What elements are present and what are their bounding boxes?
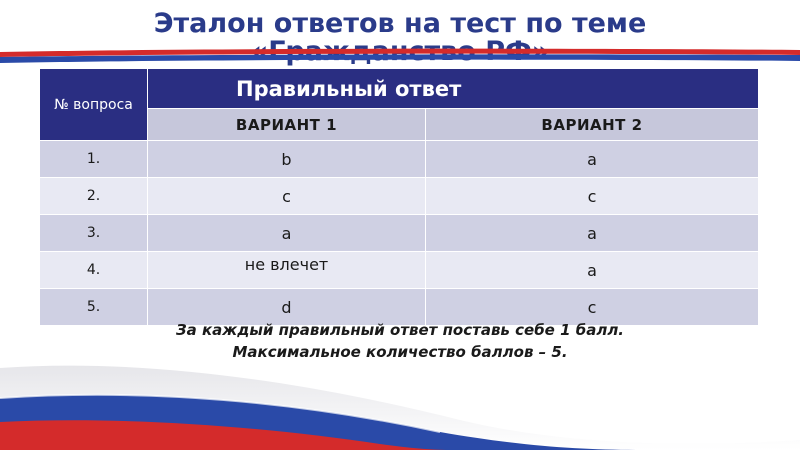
variant-1-answer-cell: b [148, 141, 426, 178]
variant-2-answer-cell: a [426, 141, 759, 178]
question-number-cell: 3. [40, 215, 148, 252]
variant-1-answer-cell: d [148, 289, 426, 326]
scoring-note [0, 319, 800, 363]
variant-2-answer-cell: a [426, 215, 759, 252]
title-line-1: Эталон ответов на тест по теме [153, 8, 647, 39]
variant-1-answer-cell: a [148, 215, 426, 252]
correct-answer-header: Правильный ответ [148, 69, 759, 109]
scoring-note-line-1: За каждый правильный ответ поставь себе 1 балл. [175, 321, 624, 339]
variant-1-answer-text: не влечет [244, 254, 329, 274]
variant-2-answer-cell: c [426, 289, 759, 326]
variant-2-answer-cell: a [426, 252, 759, 289]
variant-1-answer-cell: c [148, 178, 426, 215]
answers-table-container [39, 68, 758, 326]
variant-2-answer-cell: c [426, 178, 759, 215]
flag-stripes-decoration [0, 46, 800, 68]
question-number-cell: 5. [40, 289, 148, 326]
table-row [40, 141, 759, 178]
table-row [40, 178, 759, 215]
question-number-cell: 2. [40, 178, 148, 215]
table-row [40, 215, 759, 252]
question-number-header: № вопроса [40, 69, 148, 141]
question-number-cell: 1. [40, 141, 148, 178]
variant-1-header: ВАРИАНТ 1 [148, 109, 426, 141]
table-row [40, 252, 759, 289]
scoring-note-line-2: Максимальное количество баллов – 5. [232, 343, 568, 361]
variant-1-answer-cell [148, 252, 426, 289]
variant-2-header: ВАРИАНТ 2 [426, 109, 759, 141]
question-number-cell: 4. [40, 252, 148, 289]
answers-table [39, 68, 759, 326]
